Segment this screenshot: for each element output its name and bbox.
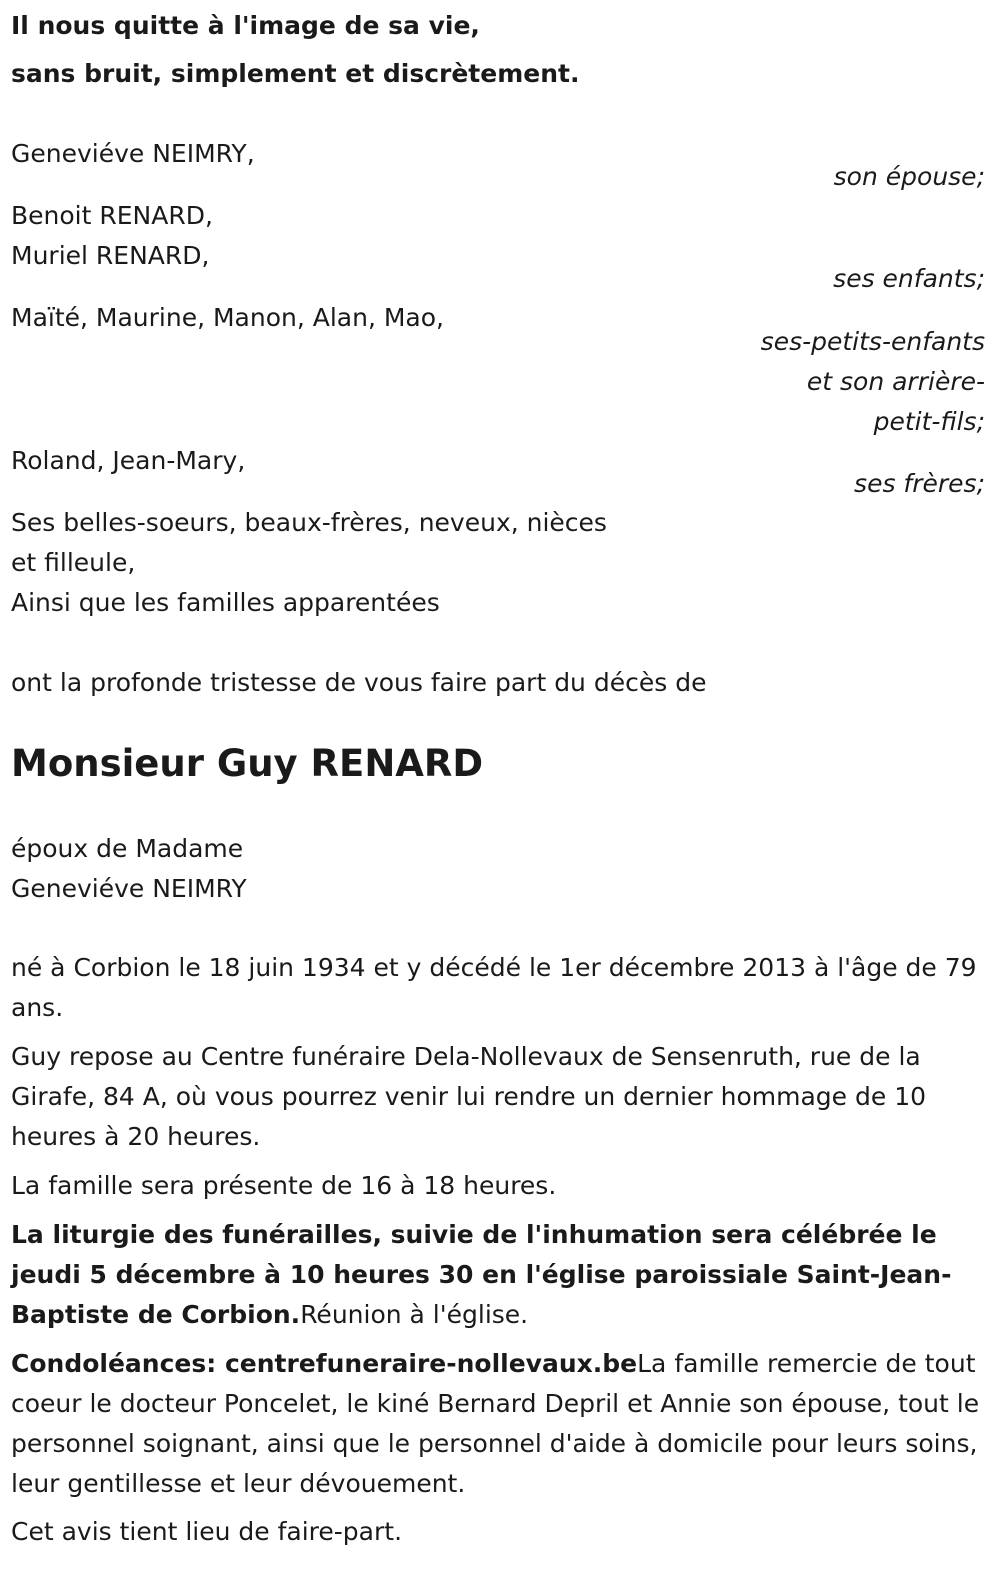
family-relation: ses enfants; — [833, 264, 985, 293]
family-name: Ainsi que les familles apparentées — [11, 588, 440, 617]
intro-line-1: Il nous quitte à l'image de sa vie, — [11, 11, 480, 40]
rest-paragraph: Guy repose au Centre funéraire Dela-Nollevaux de Sensenruth, rue de la Girafe, 84 A, où vous pourrez venir lui rendre un dernier hommage de 10 heures à 20 heures. — [11, 1042, 927, 1151]
family-name: Roland, Jean-Mary, — [11, 446, 246, 475]
birth-paragraph: né à Corbion le 18 juin 1934 et y décédé le 1er décembre 2013 à l'âge de 79 ans. — [11, 953, 977, 1022]
family-relation: ses frères; — [854, 469, 985, 498]
family-name: Muriel RENARD, — [11, 241, 210, 270]
family-relation: ses-petits-enfants — [760, 327, 985, 356]
family-present-paragraph: La famille sera présente de 16 à 18 heures. — [11, 1171, 557, 1200]
liturgy-rest: Réunion à l'église. — [300, 1300, 529, 1329]
announcement: ont la profonde tristesse de vous faire part du décès de — [11, 668, 707, 697]
family-relation: son épouse; — [833, 162, 985, 191]
family-name: Benoit RENARD, — [11, 201, 213, 230]
family-name: et filleule, — [11, 548, 136, 577]
family-name: Ses belles-soeurs, beaux-frères, neveux, nièces — [11, 508, 607, 537]
liturgy-paragraph — [11, 1215, 991, 1335]
condolences-rest: La famille remercie de tout coeur le docteur Poncelet, le kiné Bernard Depril et Annie son épouse, tout le personnel soignant, ainsi que le personnel d'aide à domicile pour leurs soins, leur gentillesse et leur dévouement. — [11, 1349, 980, 1498]
intro-line-2: sans bruit, simplement et discrètement. — [11, 59, 580, 88]
family-relation: et son arrière- — [806, 367, 985, 396]
family-relation: petit-fils; — [873, 407, 985, 436]
condolences-paragraph — [11, 1344, 991, 1504]
family-name: Maïté, Maurine, Manon, Alan, Mao, — [11, 303, 444, 332]
condolences-link[interactable]: Condoléances: centrefuneraire-nollevaux.be — [11, 1349, 638, 1378]
spouse-line: Geneviéve NEIMRY — [11, 874, 247, 903]
spouse-line: époux de Madame — [11, 834, 244, 863]
deceased-name: Monsieur Guy RENARD — [11, 742, 484, 785]
closing-paragraph: Cet avis tient lieu de faire-part. — [11, 1517, 403, 1546]
liturgy-bold: La liturgie des funérailles, suivie de l'inhumation sera célébrée le jeudi 5 décembre à 10 heures 30 en l'église paroissiale Saint-Jean-Baptiste de Corbion. — [11, 1220, 952, 1329]
family-name: Geneviéve NEIMRY, — [11, 139, 255, 168]
